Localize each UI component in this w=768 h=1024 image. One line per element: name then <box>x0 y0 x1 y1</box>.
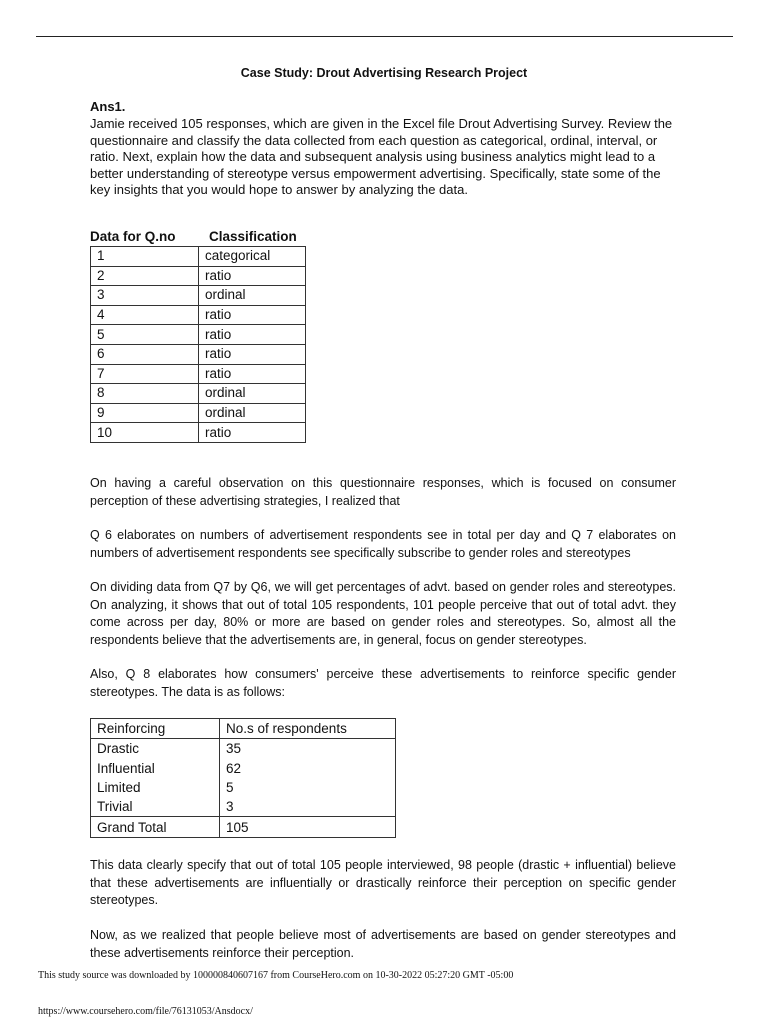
cell-qno: 8 <box>91 384 199 404</box>
cell-classification: ordinal <box>199 286 306 306</box>
cell-classification: ordinal <box>199 384 306 404</box>
table-row <box>91 364 306 384</box>
cell-classification: ratio <box>199 423 306 443</box>
footer-source: This study source was downloaded by 100000840607167 from CourseHero.com on 10-30-2022 05:27:20 GMT -05:00 <box>38 970 514 981</box>
paragraph-analysis: On dividing data from Q7 by Q6, we will get percentages of advt. based on gender roles and stereotypes. On analyzing, it shows that out of total 105 respondents, 101 people perceive that out of total advt. they come across per day, 80% or more are based on gender roles and stereotypes. So, almost all the respondents believe that the advertisements are, in general, focus on gender stereotypes. <box>90 580 676 647</box>
paragraph-conclusion: This data clearly specify that out of total 105 people interviewed, 98 people (drastic + influential) believe that these advertisements are influentially or drastically reinforce their perception on specific gender stereotypes. <box>90 858 676 907</box>
cell-category: Trivial <box>91 797 220 817</box>
cell-total-label: Grand Total <box>91 817 220 837</box>
table-row <box>91 403 306 423</box>
paragraph-q8: Also, Q 8 elaborates how consumers' perceive these advertisements to reinforce specific gender stereotypes. The data is as follows: <box>90 667 676 699</box>
reinforcing-table <box>90 718 396 838</box>
cell-category: Limited <box>91 778 220 797</box>
cell-classification: ratio <box>199 344 306 364</box>
cell-qno: 2 <box>91 266 199 286</box>
cell-classification: ratio <box>199 325 306 345</box>
answer-label: Ans1. <box>90 99 126 114</box>
table-row <box>91 286 306 306</box>
table-row <box>91 739 396 759</box>
header-reinforcing: Reinforcing <box>91 719 220 739</box>
table-row <box>91 305 306 325</box>
table-row <box>91 423 306 443</box>
table-row <box>91 797 396 817</box>
cell-count: 35 <box>220 739 396 759</box>
cell-qno: 3 <box>91 286 199 306</box>
cell-count: 3 <box>220 797 396 817</box>
cell-qno: 5 <box>91 325 199 345</box>
cell-qno: 9 <box>91 403 199 423</box>
cell-count: 62 <box>220 759 396 778</box>
cell-qno: 7 <box>91 364 199 384</box>
paragraph-q6-q7: Q 6 elaborates on numbers of advertisement respondents see in total per day and Q 7 elaborates on numbers of advertisement respondents see specifically subscribe to gender roles and stereotypes <box>90 528 676 560</box>
classification-table <box>90 246 306 443</box>
cell-classification: categorical <box>199 247 306 267</box>
table-row <box>91 247 306 267</box>
table-total-row <box>91 817 396 837</box>
table-row <box>91 759 396 778</box>
question-text: Jamie received 105 responses, which are given in the Excel file Drout Advertising Survey. Review the questionnaire and classify the data collected from each question as categorical, ordinal, interval, or ratio. Next, explain how the data and subsequent analysis using business analytics might lead to a better understanding of stereotype versus empowerment advertising. Specifically, state some of the key insights that you would hope to answer by analyzing the data. <box>90 116 673 197</box>
cell-qno: 10 <box>91 423 199 443</box>
document-title: Case Study: Drout Advertising Research Project <box>240 66 528 80</box>
cell-classification: ratio <box>199 305 306 325</box>
footer-url[interactable]: https://www.coursehero.com/file/76131053/Ansdocx/ <box>38 1006 253 1017</box>
paragraph-observation: On having a careful observation on this questionnaire responses, which is focused on consumer perception of these advertising strategies, I realized that <box>90 476 676 508</box>
cell-category: Influential <box>91 759 220 778</box>
cell-classification: ordinal <box>199 403 306 423</box>
cell-qno: 4 <box>91 305 199 325</box>
table-header-row <box>91 719 396 739</box>
cell-total-value: 105 <box>220 817 396 837</box>
table-row <box>91 325 306 345</box>
table-row <box>91 778 396 797</box>
cell-category: Drastic <box>91 739 220 759</box>
classification-table-header <box>90 229 297 244</box>
cell-classification: ratio <box>199 364 306 384</box>
cell-qno: 6 <box>91 344 199 364</box>
table-row <box>91 384 306 404</box>
header-qno: Data for Q.no <box>90 229 176 244</box>
table-row <box>91 266 306 286</box>
cell-qno: 1 <box>91 247 199 267</box>
table-row <box>91 344 306 364</box>
header-respondents: No.s of respondents <box>220 719 396 739</box>
top-rule <box>36 36 733 37</box>
paragraph-realization: Now, as we realized that people believe most of advertisements are based on gender stereotypes and these advertisements reinforce their perception. <box>90 928 676 960</box>
cell-count: 5 <box>220 778 396 797</box>
cell-classification: ratio <box>199 266 306 286</box>
header-classification: Classification <box>209 229 297 244</box>
